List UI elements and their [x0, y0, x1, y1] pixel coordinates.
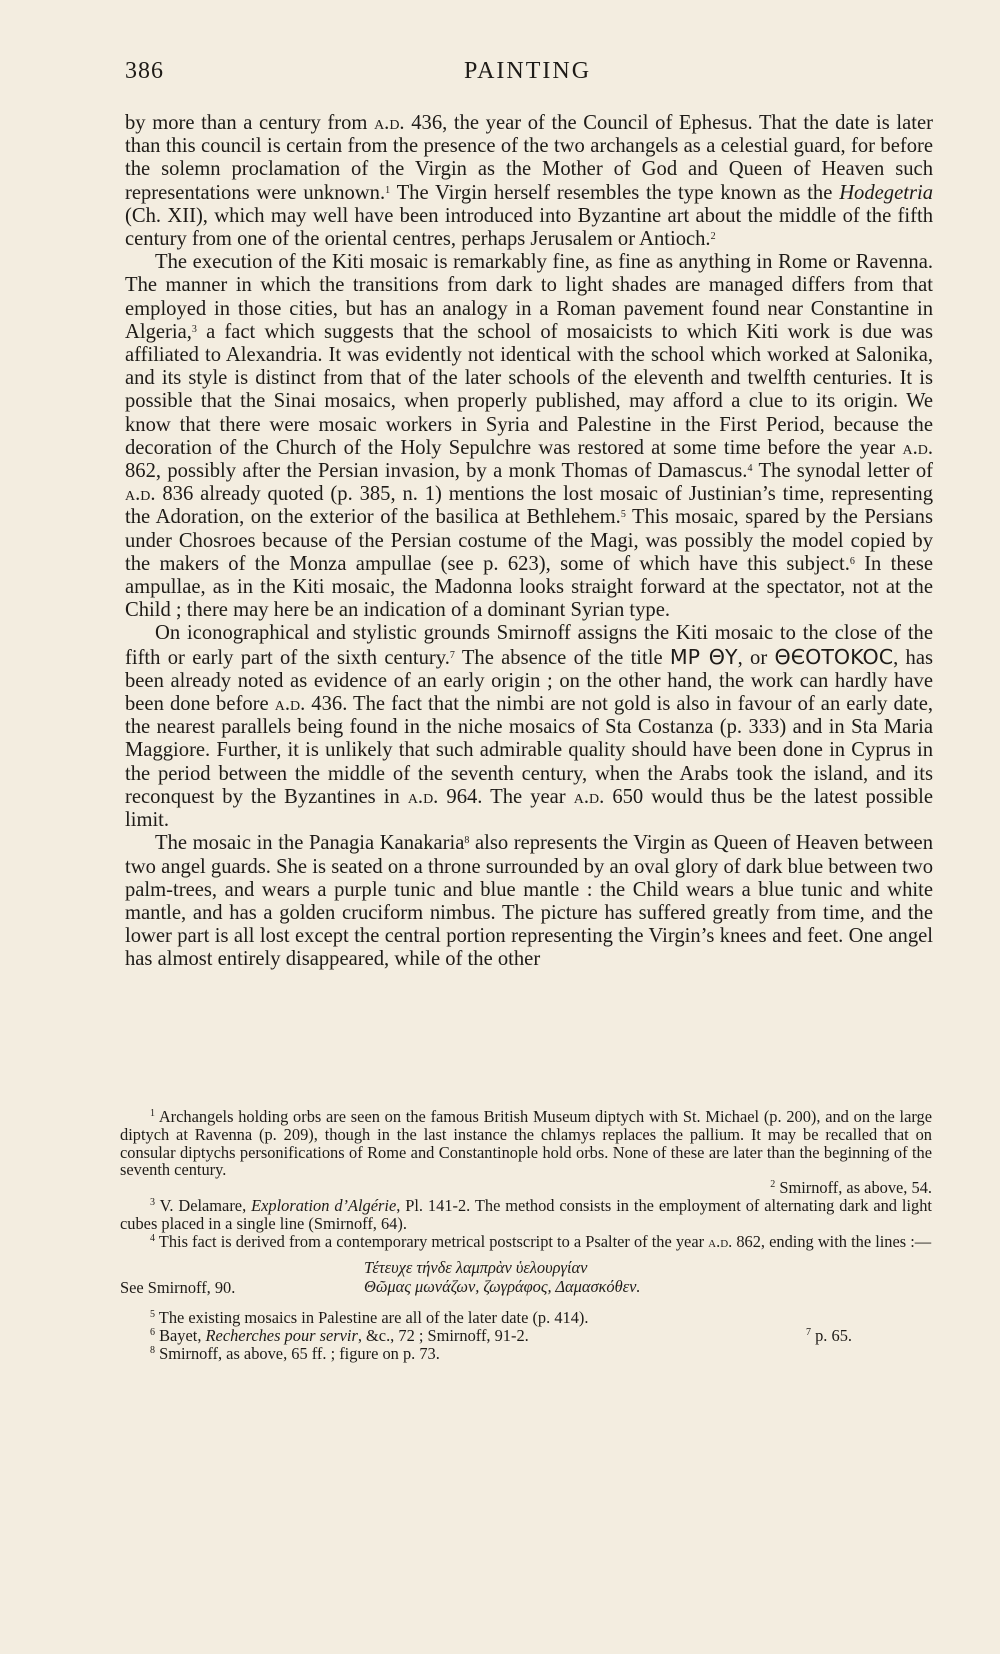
footnotes — [120, 1108, 932, 1363]
text-run: 862, possibly after the Persian invasion, by a monk Thomas of Damascus. — [125, 460, 748, 483]
footnote-5 — [120, 1309, 932, 1327]
text-run: Archangels holding orbs are seen on the famous British Museum diptych with St. Michael (p. 200), and on the large diptych at Ravenna (p. 209), though in the last instance the chlamys replaces the pallium. It may be recalled that on consular diptychs personifications of Rome and Constantinople hold orbs. None of these are later than the beginning of the seventh century. — [120, 1107, 932, 1180]
see-smirnoff: See Smirnoff, 90. — [120, 1278, 236, 1298]
paragraph — [125, 832, 933, 971]
running-title: PAINTING — [463, 58, 592, 84]
text-run: The mosaic in the Panagia Kanakaria — [155, 832, 465, 855]
greek-title: ΘЄOTOKOC — [774, 644, 894, 669]
footnote-ref: 2 — [710, 231, 716, 243]
footnote-ref: 8 — [150, 1344, 155, 1356]
text-run: This mosaic, spared by the Persians under Chosroes because of the Persian costume of the Magi, was possibly the model copied by the makers of the Monza ampullae (see p. 623), some of which have this subject. — [125, 506, 933, 575]
footnote-ref: 1 — [150, 1108, 155, 1119]
text-run: 650 would thus be the latest possible limit. — [125, 785, 933, 832]
main-text — [125, 112, 933, 972]
footnote-ref: 8 — [464, 835, 470, 847]
text-run: This fact is derived from a contemporary metrical postscript to a Psalter of the year — [155, 1231, 709, 1251]
footnote-ref: 4 — [150, 1232, 155, 1244]
greek-verse-line-1: Τέτευχε τήνδε λαμπρὰν ὑελουργίαν — [364, 1258, 588, 1278]
italic-text: Recherches pour servir — [205, 1325, 358, 1345]
running-header — [125, 58, 930, 92]
text-run: Smirnoff, as above, 54. — [775, 1178, 932, 1198]
page-number: 386 — [125, 58, 164, 84]
text-run: , &c., 72 ; Smirnoff, 91-2. — [357, 1325, 529, 1345]
footnote-6-row — [120, 1327, 932, 1345]
footnote-7 — [776, 1327, 852, 1345]
text-run: 836 already quoted (p. 385, n. 1) mentions the lost mosaic of Justinian’s time, representing the Adoration, on the exterior of the basilica at Bethlehem. — [125, 483, 933, 529]
text-run: Smirnoff, as above, 65 ff. ; figure on p. 73. — [155, 1343, 440, 1363]
footnote-ref: 4 — [747, 463, 753, 475]
paragraph — [125, 251, 933, 622]
footnote-2-row — [120, 1179, 932, 1197]
footnote-1 — [120, 1108, 932, 1179]
small-caps-text: a.d. — [902, 436, 933, 459]
small-caps-text: a.d. — [125, 483, 156, 506]
footnote-ref: 1 — [385, 184, 391, 196]
text-run: On iconographical and stylistic grounds Smirnoff assigns the Kiti mosaic to the close of the fifth or early part of the sixth century. — [125, 622, 933, 669]
footnote-ref: 7 — [449, 649, 455, 661]
text-run: p. 65. — [811, 1325, 852, 1345]
greek-verse-line-2: Θῶμας μωνάζων, ζωγράφος, Δαμασκόθεν. — [364, 1277, 641, 1297]
footnote-ref: 6 — [150, 1326, 155, 1338]
footnote-2 — [770, 1179, 932, 1197]
footnote-3 — [120, 1197, 932, 1233]
footnote-ref: 3 — [191, 323, 197, 335]
text-run: The execution of the Kiti mosaic is remarkably fine, as fine as anything in Rome or Ravenna. The manner in which the transitions from dark to light shades are managed differs from that employed in those cities, but has an analogy in a Roman pavement found near Constantine in Algeria, — [125, 251, 933, 343]
footnote-8 — [120, 1345, 932, 1363]
italic-text: Hodegetria — [839, 181, 933, 204]
text-run: 964. The year — [438, 785, 574, 808]
footnote-ref: 5 — [620, 509, 626, 521]
text-run: , Pl. 141-2. The method consists in the employment of alternating dark and light cubes placed in a single line (Smirnoff, 64). — [120, 1195, 932, 1233]
small-caps-text: a.d. — [573, 785, 605, 808]
text-run: also represents the Virgin as Queen of Heaven between two angel guards. She is seated on a throne surrounded by an oval glory of dark blue between two palm-trees, and wears a purple tunic and blue mantle : the Child wears a blue tunic and white mantle, and has a golden cruciform nimbus. The picture has suffered greatly from time, and the lower part is all lost except the central portion representing the Virgin’s knees and feet. One angel has almost entirely disappeared, while of the other — [125, 832, 933, 971]
footnote-4 — [120, 1233, 932, 1251]
text-run: The absence of the title — [454, 646, 670, 669]
footnote-list — [120, 1309, 932, 1362]
text-run: 862, ending with the lines :— — [732, 1231, 932, 1251]
small-caps-text: a.d. — [407, 785, 439, 808]
paragraph — [125, 622, 933, 832]
text-run: , has been already noted as evidence of an early origin ; on the other hand, the work can hardly have been done before — [125, 646, 933, 716]
italic-text: Exploration d’Algérie — [251, 1195, 397, 1215]
footnote-6 — [150, 1326, 529, 1345]
footnote-ref: 5 — [150, 1309, 155, 1321]
footnote-ref: 6 — [849, 555, 855, 567]
text-run: (Ch. XII), which may well have been introduced into Byzantine art about the middle of the fifth century from one of the oriental centres, perhaps Jerusalem or Antioch. — [125, 204, 933, 251]
text-run: Bayet, — [155, 1325, 206, 1345]
text-run: 436, the year of the Council of Ephesus. That the date is later than this council is certain from the presence of the two archangels as a celestial guard, for before the solemn proclamation of the Virgin as the Mother of God and Queen of Heaven such representations were unknown. — [125, 112, 933, 204]
paragraph — [125, 112, 933, 251]
text-run: The Virgin herself resembles the type known as the — [390, 181, 840, 204]
greek-title: MP ΘY — [669, 644, 738, 669]
text-run: V. Delamare, — [155, 1195, 252, 1215]
text-run: In these ampullae, as in the Kiti mosaic, the Madonna looks straight forward at the spectator, not at the Child ; there may here be an indication of a dominant Syrian type. — [125, 552, 933, 622]
text-run: The synodal letter of — [752, 460, 934, 483]
small-caps-text: a.d. — [708, 1231, 733, 1251]
small-caps-text: a.d. — [374, 112, 405, 134]
text-run: a fact which suggests that the school of mosaicists to which Kiti work is due was affiliated to Alexandria. It was evidently not identical with the school which worked at Salonika, and its style is distinct from that of the later schools of the eleventh and twelfth centuries. It is possible that the Sinai mosaics, when properly published, may afford a clue to its origin. We know that there were mosaic workers in Syria and Palestine in the First Period, because the decoration of the Church of the Holy Sepulchre was restored at some time before the year — [125, 320, 933, 459]
text-run: , or — [737, 646, 775, 669]
text-run: 436. The fact that the nimbi are not gold is also in favour of an early date, the nearest parallels being found in the niche mosaics of Sta Costanza (p. 333) and in Sta Maria Maggiore. Further, it is unlikely that such admirable quality should have been done in Cyprus in the period between the middle of the seventh century, when the Arabs took the island, and its reconquest by the Byzantines in — [125, 693, 933, 808]
small-caps-text: a.d. — [274, 693, 306, 716]
text-run: The existing mosaics in Palestine are all of the later date (p. 414). — [155, 1308, 589, 1328]
footnote-ref: 3 — [150, 1196, 155, 1208]
text-run: by more than a century from — [125, 112, 375, 134]
footnote-ref: 2 — [770, 1179, 776, 1191]
footnote-ref: 7 — [806, 1326, 812, 1338]
